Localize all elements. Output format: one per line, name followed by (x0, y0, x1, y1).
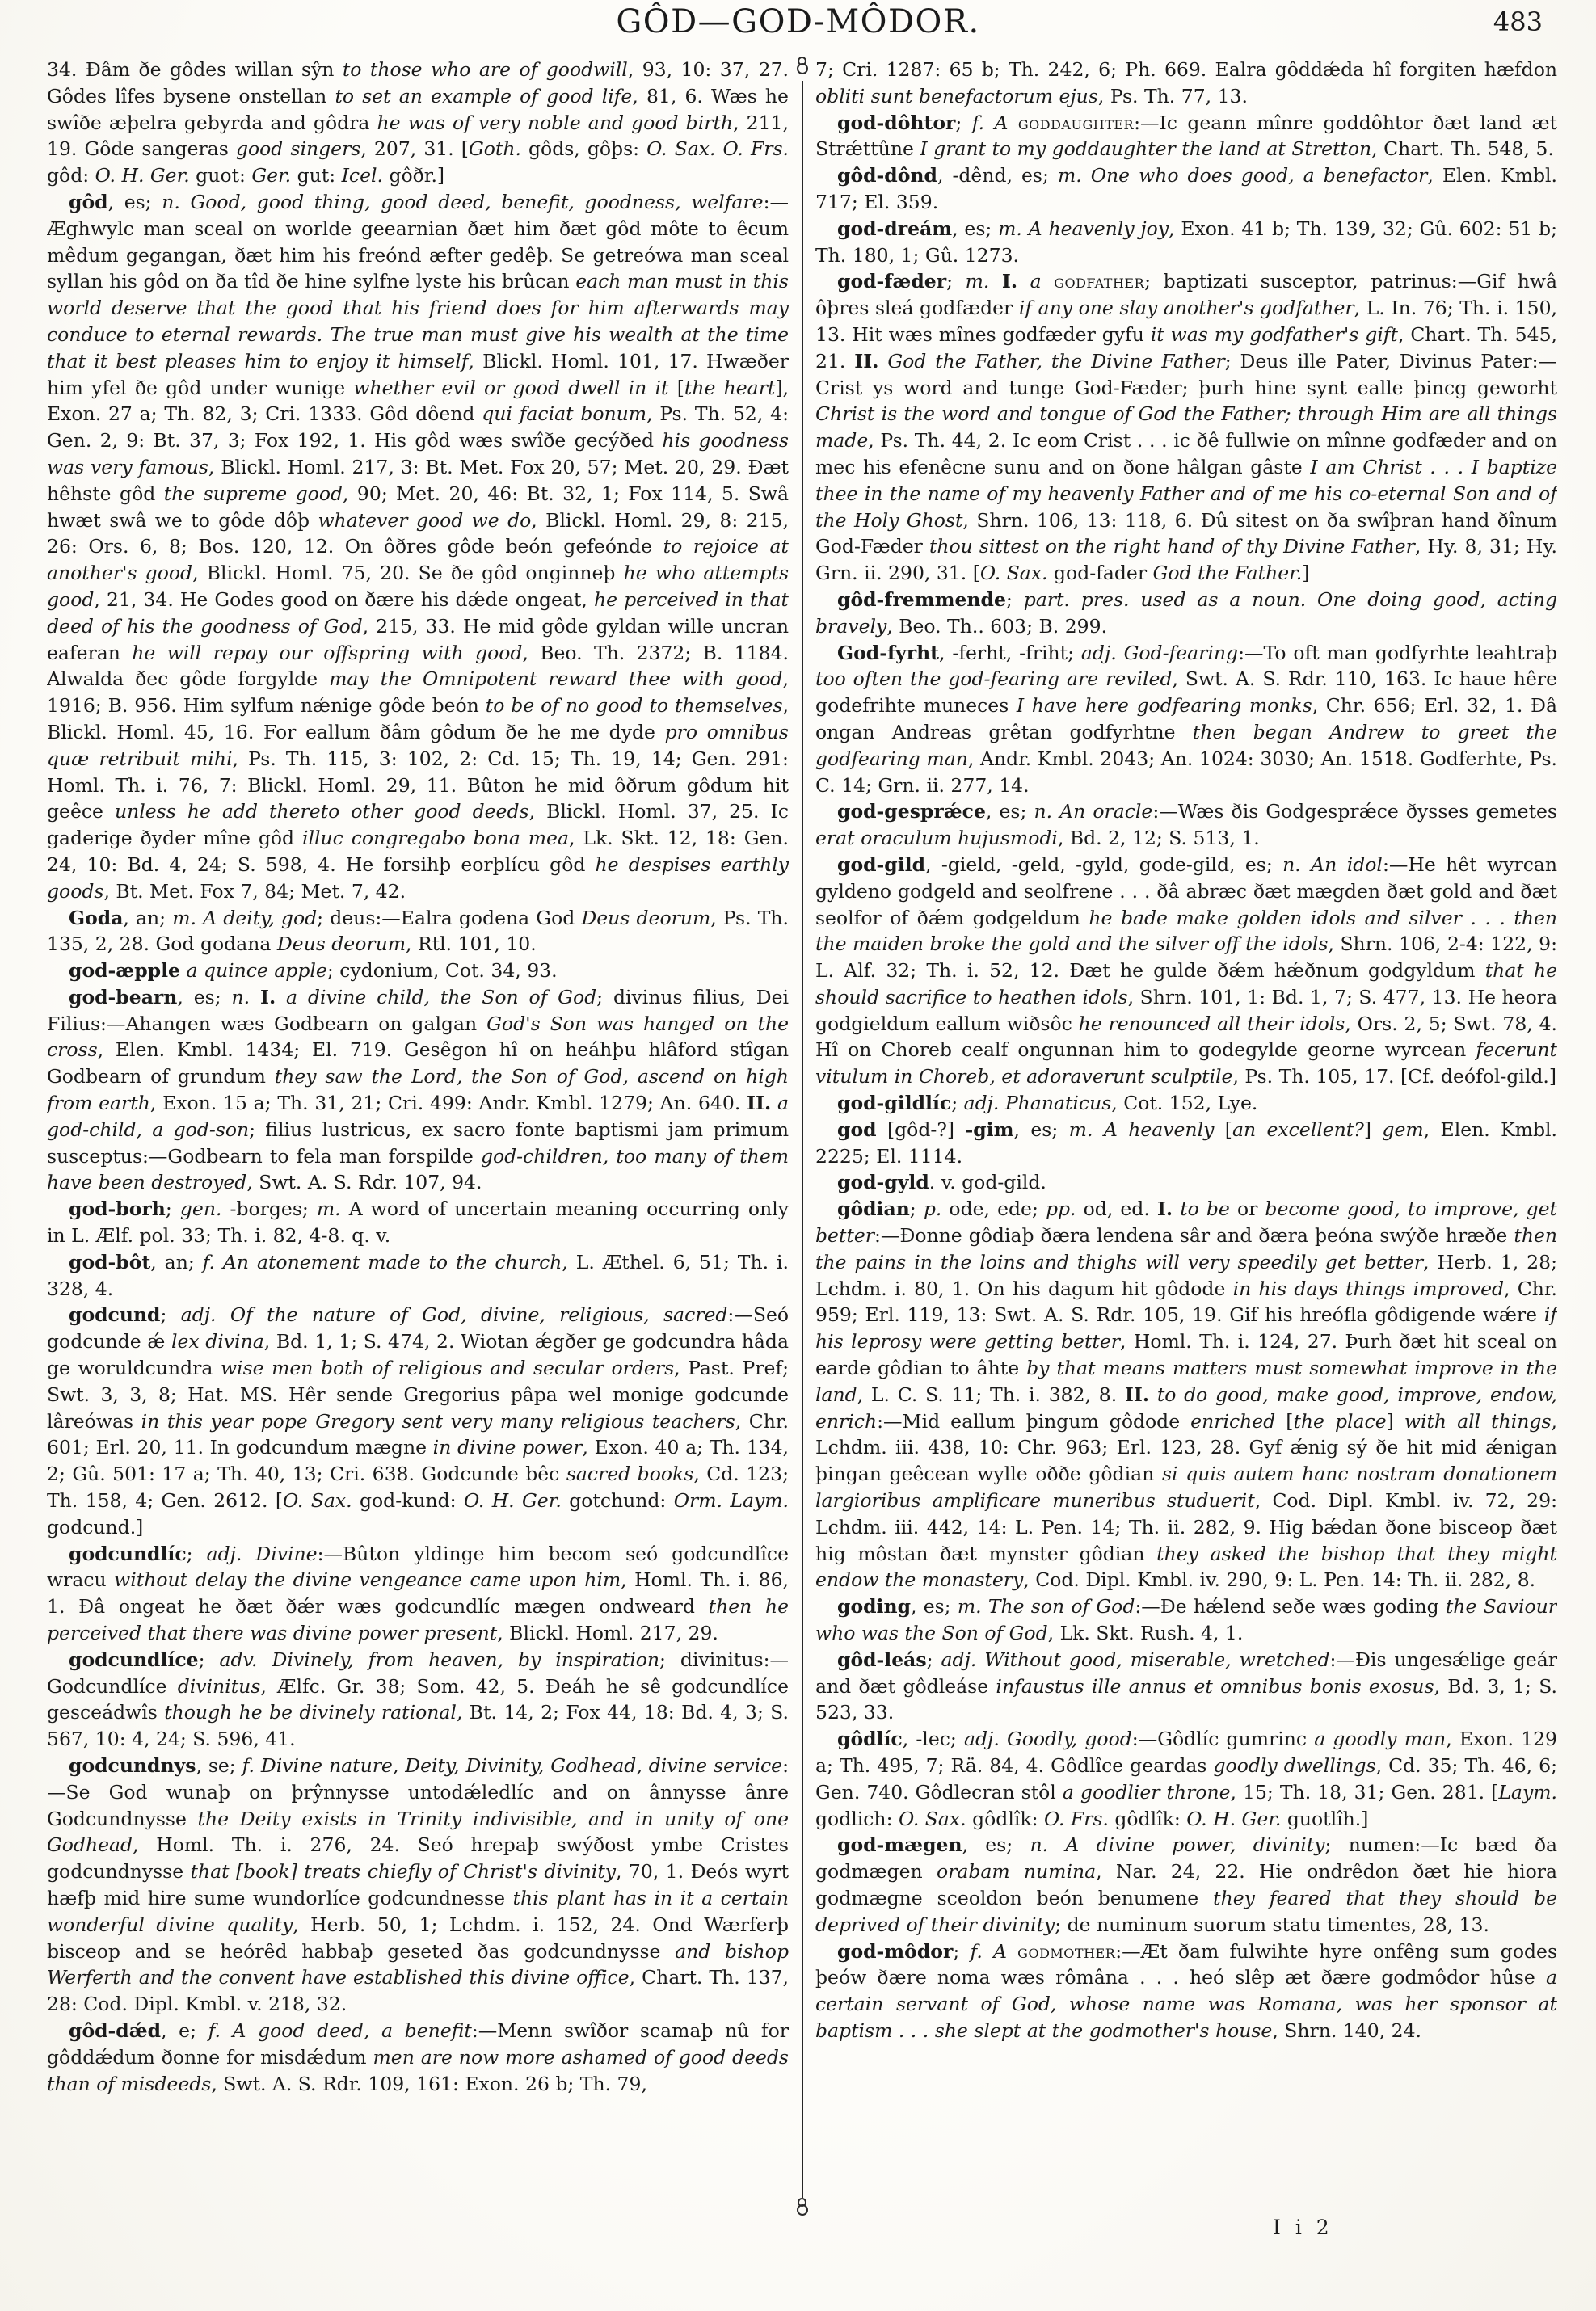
chain-link-ornament-top-icon (797, 57, 808, 81)
continuation-from-previous-page: 34. Ðâm ðe gôdes willan sŷn to those who are of goodwill, 93, 10: 37, 27. Gôdes lîfes bysene onstellan to set an example of good life, 81, 6. Wæs he swîðe æþelra gebyrda and gôdra he was of very noble and good birth, 211, 19. Gôde sangeras good singers, 207, 31. [Goth. gôds, gôþs: O. Sax. O. Frs. gôd: O. H. Ger. guot: Ger. gut: Icel. gôðr.] (47, 58, 789, 187)
continuation-god-daed: 7; Cri. 1287: 65 b; Th. 242, 6; Ph. 669. Ealra gôddǽda hî forgiten hæfdon obliti sunt benefactorum ejus, Ps. Th. 77, 13. (815, 58, 1557, 107)
entry-god-faeder: god-fæder; m. I. a godfather; baptizati susceptor, patrinus:—Gif hwâ ôþres sleá godfæder if any one slay another's godfather, L. In. 76; Th. i. 150, 13. Hit wæs mînes godfæder gyfu it was my godfather's gift, Chart. Th. 545, 21. II. God the Father, the Divine Father; Deus ille Pater, Divinus Pater:—Crist ys word and tunge God-Fæder; þurh hine synt ealle þincg geworht Christ is the word and tongue of God the Father; through Him are all things made, Ps. Th. 44, 2. Ic eom Crist . . . ic ðê fullwie on mînne godfæder and on mec his efenêcne sunu and on ðone hâlgan gâste I am Christ . . . I baptize thee in the name of my heavenly Father and of me his co-eternal Son and of the Holy Ghost, Shrn. 106, 13: 118, 6. Ðû sitest on ða swîþran hand ðînum God-Fæder thou sittest on the right hand of thy Divine Father, Hy. 8, 31; Hy. Grn. ii. 290, 31. [O. Sax. god-fader God the Father.] (815, 270, 1557, 585)
entry-god-maegen: god-mægen, es; n. A divine power, divinity; numen:—Ic bæd ða godmægen orabam numina, Nar. 24, 22. Hie ondrêdon ðæt hie hiora godmægne sceoldon beón benumene they feared that they should be deprived of their divinity; de numinum suorum statu timentes, 28, 13. (815, 1833, 1557, 1936)
page-title: GÔD—GOD-MÔDOR. (616, 3, 980, 40)
entry-god-dohtor: god-dôhtor; f. A goddaughter:—Ic geann mînre goddôhtor ðæt land æt Strǽttûne I grant to my goddaughter the land at Stretton, Chart. Th. 548, 5. (815, 111, 1557, 161)
entry-god-fyrht: God-fyrht, -ferht, -friht; adj. God-fearing:—To oft man godfyrhte leahtraþ too often the god-fearing are reviled, Swt. A. S. Rdr. 110, 163. Ic haue hêre godefrihte muneces I have here godfearing monks, Chr. 656; Erl. 32, 1. Ðâ ongan Andreas grêtan godfyrhtne then began Andrew to greet the godfearing man, Andr. Kmbl. 2043; An. 1024: 3030; An. 1518. Godferhte, Ps. C. 14; Grn. ii. 277, 14. (815, 641, 1557, 797)
entry-godcund: godcund; adj. Of the nature of God, divine, religious, sacred:—Seó godcunde ǽ lex divina, Bd. 1, 1; S. 474, 2. Wiotan ǽgðer ge godcundra hâda ge woruldcundra wise men both of religious and secular orders, Past. Pref; Swt. 3, 3, 8; Hat. MS. Hêr sende Gregorius pâpa wel monige godcunde lâreówas in this year pope Gregory sent very many religious teachers, Chr. 601; Erl. 20, 11. In godcundum mægne in divine power, Exon. 40 a; Th. 134, 2; Gû. 501: 17 a; Th. 40, 13; Cri. 638. Godcunde bêc sacred books, Cd. 123; Th. 158, 4; Gen. 2612. [O. Sax. god-kund: O. H. Ger. gotchund: Orm. Laym. godcund.] (47, 1303, 789, 1539)
entry-goda: Goda, an; m. A deity, god; deus:—Ealra godena God Deus deorum, Ps. Th. 135, 2, 28. God godana Deus deorum, Rtl. 101, 10. (47, 906, 789, 956)
entry-god-dond: gôd-dônd, -dênd, es; m. One who does good, a benefactor, Elen. Kmbl. 717; El. 359. (815, 164, 1557, 213)
entry-god-borh: god-borh; gen. -borges; m. A word of uncertain meaning occurring only in L. Ælf. pol. 33; Th. i. 82, 4-8. q. v. (47, 1198, 789, 1248)
printer-signature: I i 2 (1273, 2216, 1333, 2239)
page-header (0, 0, 1596, 55)
entry-god-bearn: god-bearn, es; n. I. a divine child, the Son of God; divinus filius, Dei Filius:—Ahangen wæs Godbearn on galgan God's Son was hanged on the cross, Elen. Kmbl. 1434; El. 719. Gesêgon hî on heáhþu hlâford stîgan Godbearn of grundum they saw the Lord, the Son of God, ascend on high from earth, Exon. 15 a; Th. 31, 21; Cri. 499: Andr. Kmbl. 1279; An. 640. II. a god-child, a god-son; filius lustricus, ex sacro fonte baptismi jam primum susceptus:—Godbearn to fela man forspilde god-children, too many of them have been destroyed, Swt. A. S. Rdr. 107, 94. (47, 985, 789, 1194)
entry-god-leas: gôd-leás; adj. Without good, miserable, wretched:—Ðis ungesǽlige geár and ðæt gôdleáse infaustus ille annus et omnibus bonis exosus, Bd. 3, 1; S. 523, 33. (815, 1648, 1557, 1724)
entry-god-aepple: god-æpple a quince apple; cydonium, Cot. 34, 93. (69, 959, 558, 983)
entry-god-gyld: god-gyld. v. god-gild. (837, 1171, 1046, 1194)
column-divider-rule (802, 81, 803, 2198)
entry-god: gôd, es; n. Good, good thing, good deed, benefit, goodness, welfare:—Æghwylc man sceal on worlde geearnian ðæt him ðæt gôd môte to êcum mêdum gegangan, ðæt him his freónd æfter gedêþ. Se getreówa man sceal syllan his gôd on ða tîd ðe hine sylfne lyste his brûcan each man must in this world deserve that the good that his friend does for him afterwards may conduce to eternal rewards. The true man must give his wealth at the time that it best pleases him to enjoy it himself, Blickl. Homl. 101, 17. Hwæðer him yfel ðe gôd under wunige whether evil or good dwell in it [the heart], Exon. 27 a; Th. 82, 3; Cri. 1333. Gôd dôend qui faciat bonum, Ps. Th. 52, 4: Gen. 2, 9: Bt. 37, 3; Fox 192, 1. His gôd wæs swîðe gecýðed his goodness was very famous, Blickl. Homl. 217, 3: Bt. Met. Fox 20, 57; Met. 20, 29. Ðæt hêhste gôd the supreme good, 90; Met. 20, 46: Bt. 32, 1; Fox 114, 5. Swâ hwæt swâ we to gôde dôþ whatever good we do, Blickl. Homl. 29, 8: 215, 26: Ors. 6, 8; Bos. 120, 12. On ôðres gôde beón gefeónde to rejoice at another's good, Blickl. Homl. 75, 20. Se ðe gôd onginneþ he who attempts good, 21, 34. He Godes good on ðære his dǽde ongeat, he perceived in that deed of his the goodness of God, 215, 33. He mid gôde gyldan wille uncran eaferan he will repay our offspring with good, Beo. Th. 2372; B. 1184. Alwalda ðec gôde forgylde may the Omnipotent reward thee with good, 1916; B. 956. Him sylfum nǽnige gôde beón to be of no good to themselves, Blickl. Homl. 45, 16. For eallum ðâm gôdum ðe he me dyde pro omnibus quæ retribuit mihi, Ps. Th. 115, 3: 102, 2: Cd. 15; Th. 19, 14; Gen. 291: Homl. Th. i. 76, 7: Blickl. Homl. 29, 11. Bûton he mid ôðrum gôdum hit geêce unless he add thereto other good deeds, Blickl. Homl. 37, 25. Ic gaderige ðyder mîne gôd illuc congregabo bona mea, Lk. Skt. 12, 18: Gen. 24, 10: Bd. 4, 24; S. 598, 4. He forsihþ eorþlícu gôd he despises earthly goods, Bt. Met. Fox 7, 84; Met. 7, 42. (47, 190, 789, 903)
entry-god-gild: god-gild, -gield, -geld, -gyld, gode-gild, es; n. An idol:—He hêt wyrcan gyldeno godgeld and seolfrene . . . ðâ abræc ðæt mægden ðæt gold and ðæt seolfor of ðǽm godgeldum he bade make golden idols and silver . . . then the maiden broke the gold and the silver off the idols, Shrn. 106, 2-4: 122, 9: L. Alf. 32; Th. i. 52, 12. Ðæt he gulde ðǽm hǽðnum godgyldum that he should sacrifice to heathen idols, Shrn. 101, 1: Bd. 1, 7; S. 477, 13. He heora godgieldum eallum wiðsôc he renounced all their idols, Ors. 2, 5; Swt. 78, 4. Hî on Choreb cealf ongunnan him to godegylde georne wyrcean fecerunt vitulum in Choreb, et adoraverunt sculptile, Ps. Th. 105, 17. [Cf. deófol-gild.] (815, 852, 1557, 1088)
entry-god-bot: god-bôt, an; f. An atonement made to the church, L. Æthel. 6, 51; Th. i. 328, 4. (47, 1250, 789, 1300)
entry-god-fremmende: gôd-fremmende; part. pres. used as a noun. One doing good, acting bravely, Beo. Th.. 603; B. 299. (815, 587, 1557, 638)
entry-godlic: gôdlíc, -lec; adj. Goodly, good:—Gôdlíc gumrinc a goodly man, Exon. 129 a; Th. 495, 7; Rä. 84, 4. Gôdlîce geardas goodly dwellings, Cd. 35; Th. 46, 6; Gen. 740. Gôdlecran stôl a goodlier throne, 15; Th. 18, 31; Gen. 281. [Laym. godlich: O. Sax. gôdlîk: O. Frs. gôdlîk: O. H. Ger. guotlîh.] (815, 1728, 1557, 1830)
page-number: 483 (1493, 6, 1543, 37)
entry-godcundlic: godcundlíc; adj. Divine:—Bûton yldinge him becom seó godcundlîce wracu without delay the divine vengeance came upon him, Homl. Th. i. 86, 1. Ðâ ongeat he ðæt ðǽr wæs godcundlíc mægen ondweard then he perceived that there was divine power present, Blickl. Homl. 217, 29. (47, 1542, 789, 1645)
entry-god-gildlic: god-gildlíc; adj. Phanaticus, Cot. 152, Lye. (837, 1092, 1258, 1115)
page-body (47, 57, 1557, 2222)
entry-godcundnys: godcundnys, se; f. Divine nature, Deity, Divinity, Godhead, divine service:—Se God wunaþ on þrŷnnysse untodǽledlíc and on ânnysse ânre Godcundnysse the Deity exists in Trinity indivisible, and in unity of one Godhead, Homl. Th. i. 276, 24. Seó hrepaþ swýðost ymbe Cristes godcundnysse that [book] treats chiefly of Christ's divinity, 70, 1. Ðeós wyrt hæfþ mid hire sume wundorlíce godcundnesse this plant has in it a certain wonderful divine quality, Herb. 50, 1; Lchdm. i. 152, 24. Ond Wærferþ bisceop and se heórêd habbaþ geseted ðas godcundnysse and bishop Werferth and the convent have established this divine office, Chart. Th. 137, 28: Cod. Dipl. Kmbl. v. 218, 32. (47, 1754, 789, 2016)
column-left (47, 57, 789, 2222)
chain-link-ornament-bottom-icon (797, 2198, 808, 2222)
entry-god-modor: god-môdor; f. A godmother:—Æt ðam fulwihte hyre onfêng sum godes þeów ðære noma wæs rômâna . . . heó slêp æt ðære godmôdor hûse a certain servant of God, whose name was Romana, was her sponsor at baptism . . . she slept at the godmother's house, Shrn. 140, 24. (815, 1939, 1557, 2042)
entry-godian: gôdian; p. ode, ede; pp. od, ed. I. to be or become good, to improve, get better:—Ðonne gôdiaþ ðæra lendena sâr and ðæra þeóna swýðe hræðe then the pains in the loins and thighs will very speedily get better, Herb. 1, 28; Lchdm. i. 80, 1. On his dagum hit gôdode in his days things improved, Chr. 959; Erl. 119, 13: Swt. A. S. Rdr. 105, 19. Gif his hreófla gôdigende wǽre if his leprosy were getting better, Homl. Th. i. 124, 27. Þurh ðæt hit sceal on earde gôdian to âhte by that means matters must somewhat improve in the land, L. C. S. 11; Th. i. 382, 8. II. to do good, make good, improve, endow, enrich:—Mid eallum þingum gôdode enriched [the place] with all things, Lchdm. iii. 438, 10: Chr. 963; Erl. 123, 28. Gyf ǽnig sý ðe hit mid ǽnigan þingan geêcean wylle oððe gôdian si quis autem hanc nostram donationem largioribus amplificare muneribus studuerit, Cod. Dipl. Kmbl. iv. 72, 29: Lchdm. iii. 442, 14: L. Pen. 14; Th. ii. 282, 9. Hig bǽdan ðone bisceop ðæt hig môstan ðæt mynster gôdian they asked the bishop that they might endow the monastery, Cod. Dipl. Kmbl. iv. 290, 9: L. Pen. 14: Th. ii. 282, 8. (815, 1198, 1557, 1592)
entry-godcundlice: godcundlíce; adv. Divinely, from heaven, by inspiration; divinitus:—Godcundlíce divinitus, Ælfc. Gr. 38; Som. 42, 5. Ðeáh he sê godcundlíce gesceádwîs though he be divinely rational, Bt. 14, 2; Fox 44, 18: Bd. 4, 3; S. 567, 10: 4, 24; S. 596, 41. (47, 1648, 789, 1751)
entry-god-gim: god [gôd-?] -gim, es; m. A heavenly [an excellent?] gem, Elen. Kmbl. 2225; El. 1114. (815, 1118, 1557, 1168)
entry-goding: goding, es; m. The son of God:—Ðe hǽlend seðe wæs goding the Saviour who was the Son of God, Lk. Skt. Rush. 4, 1. (815, 1595, 1557, 1645)
column-right (815, 57, 1557, 2222)
column-rule (789, 57, 815, 2222)
entry-god-gespraece: god-gesprǽce, es; n. An oracle:—Wæs ðis Godgesprǽce ðysses gemetes erat oraculum hujusmodi, Bd. 2, 12; S. 513, 1. (815, 800, 1557, 850)
entry-god-daed: gôd-dǽd, e; f. A good deed, a benefit:—Menn swîðor scamaþ nû for gôddǽdum ðonne for misdǽdum men are now more ashamed of good deeds than of misdeeds, Swt. A. S. Rdr. 109, 161: Exon. 26 b; Th. 79, (47, 2018, 789, 2095)
entry-god-dream: god-dreám, es; m. A heavenly joy, Exon. 41 b; Th. 139, 32; Gû. 602: 51 b; Th. 180, 1; Gû. 1273. (815, 217, 1557, 267)
